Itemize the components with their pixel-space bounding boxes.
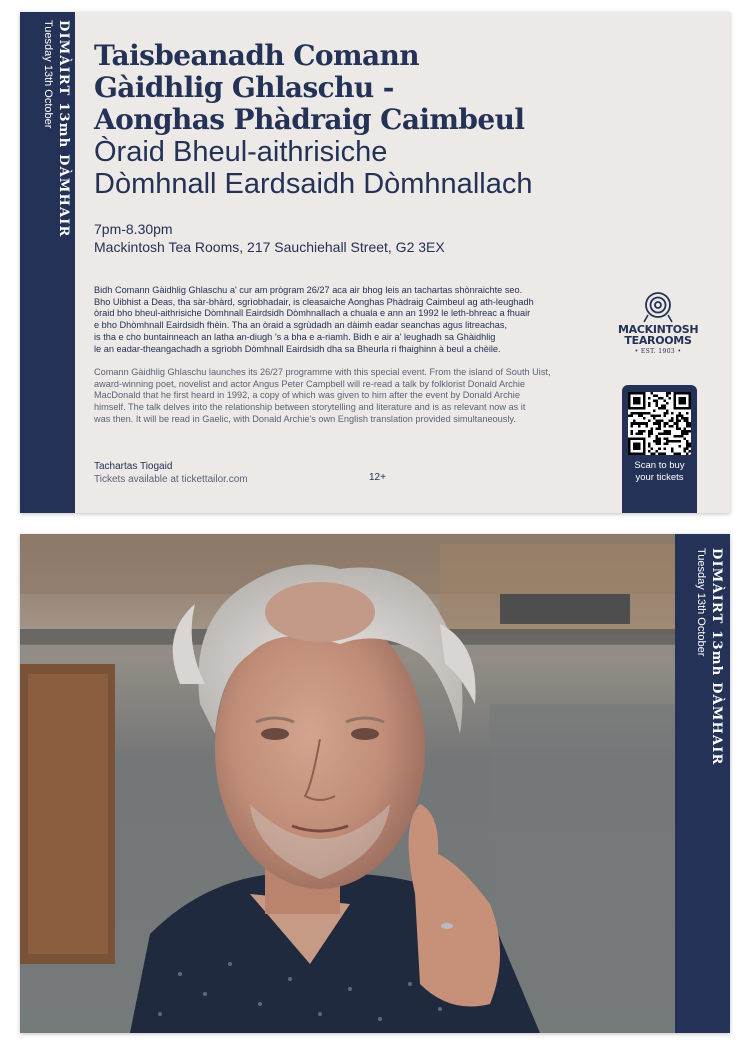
qr-label-line: your tickets: [635, 472, 684, 483]
qr-code-icon[interactable]: [628, 392, 691, 455]
description-gaelic: [94, 285, 614, 355]
description-line: Comann Gàidhlig Ghlaschu launches its 26/27 programme with this special event. From the island of South Uist,: [94, 367, 551, 377]
logo-name-line1: MACKINTOSH: [618, 323, 699, 336]
age-rating: 12+: [369, 472, 386, 483]
ticket-heading: Tachartas Tiogaid: [94, 461, 173, 472]
event-flyer-front: [20, 12, 730, 513]
rose-emblem-icon: [640, 290, 676, 324]
description-line: le an eadar-theangachadh a sgrìobh Dòmhnall Eairdsidh dha sa Bheurla ri fhaighinn à beul a chèile.: [94, 343, 501, 354]
description-line: e bho Dhòmhnall Eairdsidh fhèin. Tha an òraid a sgrùdadh an dàimh eadar seanchas agus litreachas,: [94, 320, 508, 331]
qr-label-line: Scan to buy: [634, 460, 685, 471]
ticket-info: [94, 460, 248, 486]
event-time: 7pm-8.30pm: [94, 221, 173, 237]
title-line: Taisbeanadh Comann: [94, 39, 420, 72]
description-line: MacDonald that he first heard in 1992, a copy of which was given to him after the event by Donald Archie: [94, 390, 520, 401]
description-line: was then. It will be read in Gaelic, with Donald Archie's own English translation provided simultaneously.: [94, 413, 516, 424]
date-gaelic: DIMÀIRT 13mh DÀMHAIR: [56, 20, 71, 238]
description-english: [94, 367, 614, 426]
qr-panel[interactable]: [622, 385, 697, 513]
date-band-text: [41, 20, 70, 238]
description-line: Bho Uibhist a Deas, tha sàr-bhàrd, sgrìobhadair, is cleasaiche Aonghas Phàdraig Caimbeul ag ath-leughadh: [94, 296, 534, 307]
event-venue: Mackintosh Tea Rooms, 217 Sauchiehall Street, G2 3EX: [94, 239, 445, 255]
title-line: Gàidhlig Ghlaschu -: [94, 71, 394, 104]
date-english: Tuesday 13th October: [695, 548, 708, 657]
date-band-text: [694, 548, 723, 766]
event-title: [94, 40, 654, 136]
speaker-portrait-image: [20, 534, 675, 1033]
mackintosh-logo: [618, 290, 698, 355]
logo-est: • EST. 1903 •: [634, 348, 682, 355]
description-line: is tha e cho buntainneach an latha an-diugh 's a bha e a-riamh. Bidh e air a' leughadh sa Ghàidhlig: [94, 331, 496, 342]
title-line: Aonghas Phàdraig Caimbeul: [94, 103, 525, 136]
ticket-link[interactable]: Tickets available at tickettailor.com: [94, 474, 248, 485]
subtitle-line: Dòmhnall Eardsaidh Dòmhnallach: [94, 168, 533, 200]
event-subtitle: [94, 136, 654, 200]
description-line: himself. The talk delves into the relationship between storytelling and literature and is as relevant now as it: [94, 402, 526, 413]
event-header: [94, 40, 654, 256]
qr-label: [622, 460, 697, 484]
description-line: award-winning poet, novelist and actor Angus Peter Campbell will re-read a talk by folklorist Donald Archie: [94, 378, 526, 389]
speaker-photo: [20, 534, 675, 1033]
event-flyer-photo: [20, 534, 730, 1033]
description-line: Bidh Comann Gàidhlig Ghlaschu a' cur am prògram 26/27 aca air bhog leis an tachartas shònraichte seo.: [94, 285, 523, 295]
description-line: òraid bho bheul-aithrisiche Dòmhnall Eairdsidh Dòmhnallach a chuala e ann an 1992 le leth-bhreac a fhuair: [94, 308, 531, 319]
logo-name-line2: TEAROOMS: [624, 334, 692, 347]
subtitle-line: Òraid Bheul-aithrisiche: [94, 136, 388, 168]
date-band-right: [675, 534, 730, 1033]
date-english: Tuesday 13th October: [42, 20, 55, 129]
date-gaelic: DIMÀIRT 13mh DÀMHAIR: [709, 548, 724, 766]
date-band-left: [20, 12, 75, 513]
